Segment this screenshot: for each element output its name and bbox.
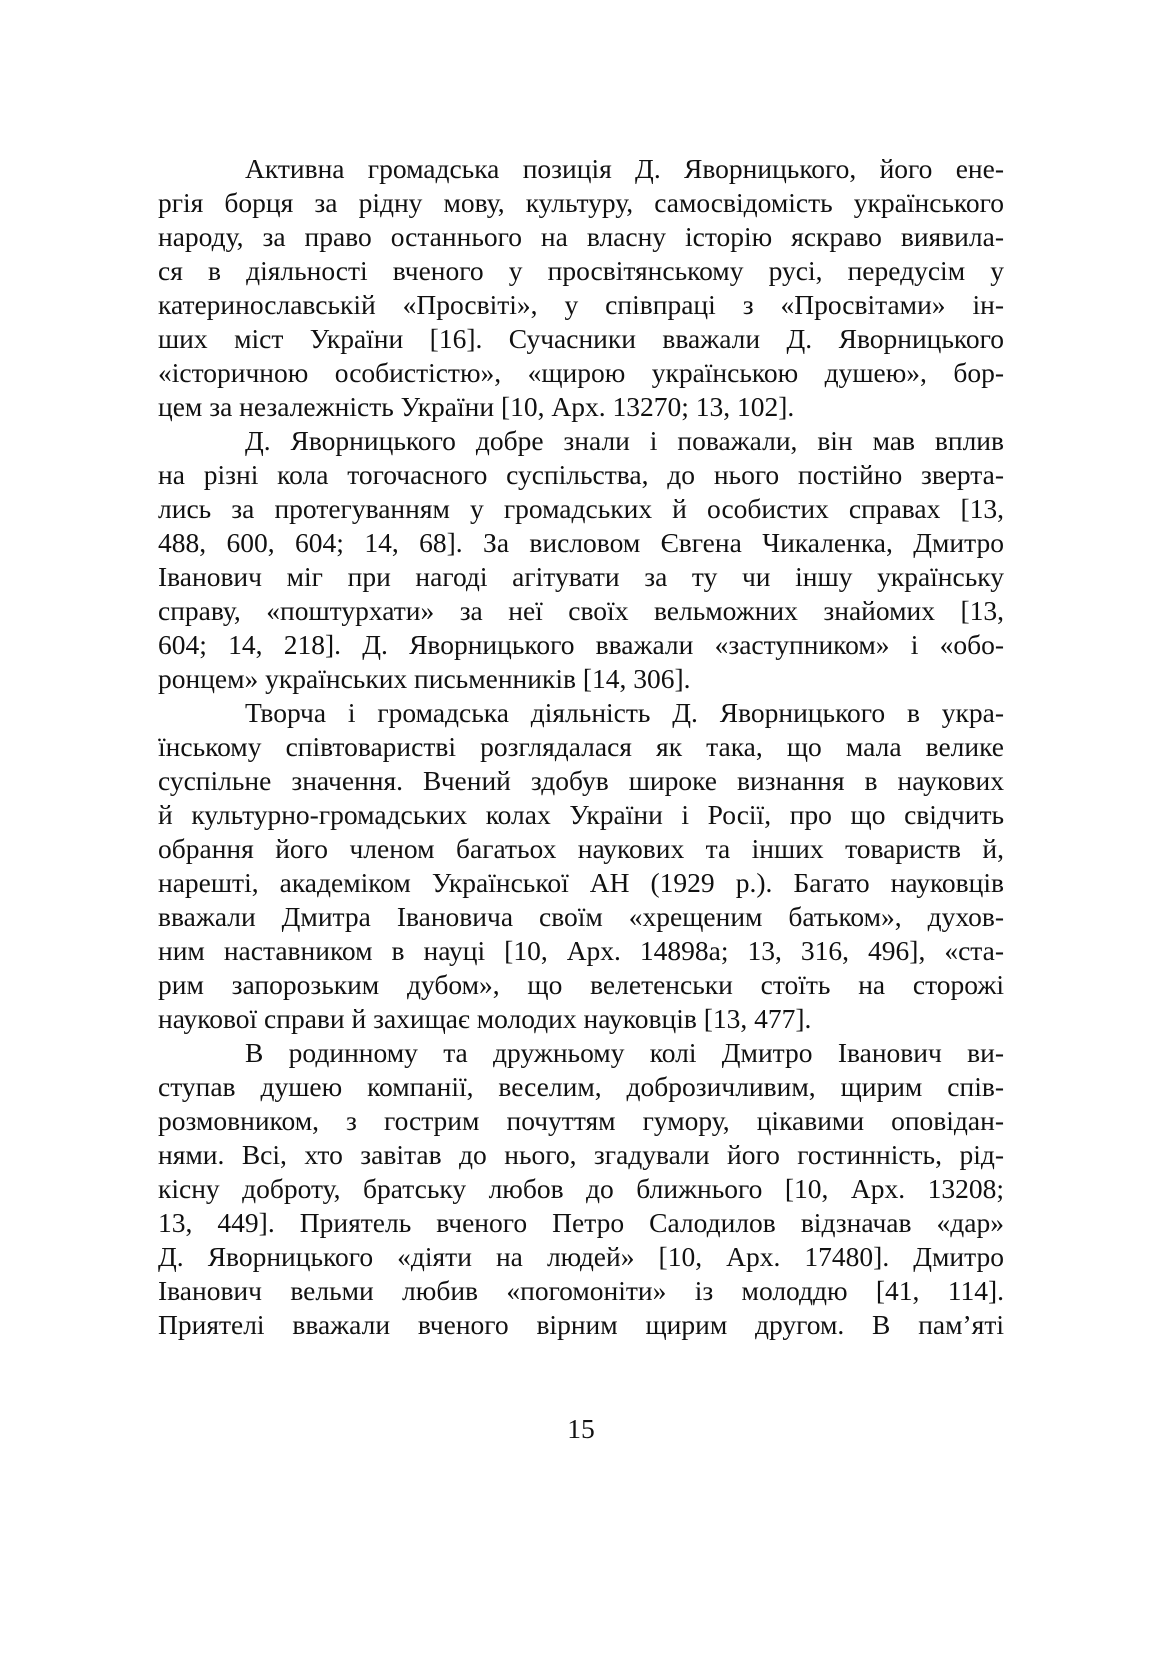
text-line: кісну доброту, братську любов до ближнього [10, Арх. 13208;	[158, 1173, 1004, 1204]
text-line: нями. Всі, хто завітав до нього, згадували його гостинність, рід-	[158, 1139, 1004, 1170]
text-line: ним наставником в науці [10, Арх. 14898а; 13, 316, 496], «ста-	[158, 935, 1004, 966]
text-line: «історичною особистістю», «щирою українською душею», бор-	[158, 357, 1004, 388]
text-line: справу, «поштурхати» за неї своїх вельможних знайомих [13,	[158, 595, 1004, 626]
text-line: В родинному та дружньому колі Дмитро Іванович ви-	[245, 1037, 1004, 1068]
text-line: обрання його членом багатьох наукових та інших товариств й,	[158, 833, 1004, 864]
text-line: цем за незалежність України [10, Арх. 13270; 13, 102].	[158, 391, 795, 422]
text-line: рим запорозьким дубом», що велетенськи стоїть на сторожі	[158, 969, 1004, 1000]
text-line: 604; 14, 218]. Д. Яворницького вважали «заступником» і «обо-	[158, 629, 1004, 660]
paragraph-1	[158, 152, 1004, 424]
text-line: народу, за право останнього на власну історію яскраво виявила-	[158, 221, 1004, 252]
text-line: нарешті, академіком Української АН (1929 р.). Багато науковців	[158, 867, 1004, 898]
text-line: розмовником, з гострим почуттям гумору, цікавими оповідан-	[158, 1105, 1004, 1136]
text-line: Творча і громадська діяльність Д. Яворницького в укра-	[245, 697, 1004, 728]
text-line: Активна громадська позиція Д. Яворницького, його ене-	[245, 153, 1004, 184]
text-line: катеринославській «Просвіті», у співпраці з «Просвітами» ін-	[158, 289, 1004, 320]
text-line: ших міст України [16]. Сучасники вважали Д. Яворницького	[158, 323, 1004, 354]
text-line: 488, 600, 604; 14, 68]. За висловом Євгена Чикаленка, Дмитро	[158, 527, 1004, 558]
text-line: Іванович вельми любив «погомоніти» із молоддю [41, 114].	[158, 1275, 1004, 1306]
text-line: ся в діяльності вченого у просвітянському русі, передусім у	[158, 255, 1004, 286]
text-line: вважали Дмитра Івановича своїм «хрещеним батьком», духов-	[158, 901, 1004, 932]
text-line: Іванович міг при нагоді агітувати за ту чи іншу українську	[158, 561, 1004, 592]
paragraph-2	[158, 424, 1004, 696]
paragraph-4	[158, 1036, 1004, 1342]
text-line: ргія борця за рідну мову, культуру, самосвідомість українського	[158, 187, 1004, 218]
text-line: Приятелі вважали вченого вірним щирим другом. В пам’яті	[158, 1309, 1004, 1340]
text-line: й культурно-громадських колах України і Росії, про що свідчить	[158, 799, 1004, 830]
text-line: на різні кола тогочасного суспільства, до нього постійно зверта-	[158, 459, 1004, 490]
text-line: Д. Яворницького добре знали і поважали, він мав вплив	[245, 425, 1004, 456]
document-body	[158, 152, 1004, 1342]
text-line: ступав душею компанії, веселим, доброзичливим, щирим спів-	[158, 1071, 1004, 1102]
page-number: 15	[567, 1413, 595, 1444]
text-line: Д. Яворницького «діяти на людей» [10, Арх. 17480]. Дмитро	[158, 1241, 1004, 1272]
text-line: 13, 449]. Приятель вченого Петро Салодилов відзначав «дар»	[158, 1207, 1004, 1238]
text-line: їнському співтоваристві розглядалася як така, що мала велике	[158, 731, 1004, 762]
text-line: наукової справи й захищає молодих науковців [13, 477].	[158, 1003, 812, 1034]
text-line: лись за протегуванням у громадських й особистих справах [13,	[158, 493, 1004, 524]
text-line: ронцем» українських письменників [14, 306].	[158, 663, 691, 694]
text-line: суспільне значення. Вчений здобув широке визнання в наукових	[158, 765, 1004, 796]
paragraph-3	[158, 696, 1004, 1036]
